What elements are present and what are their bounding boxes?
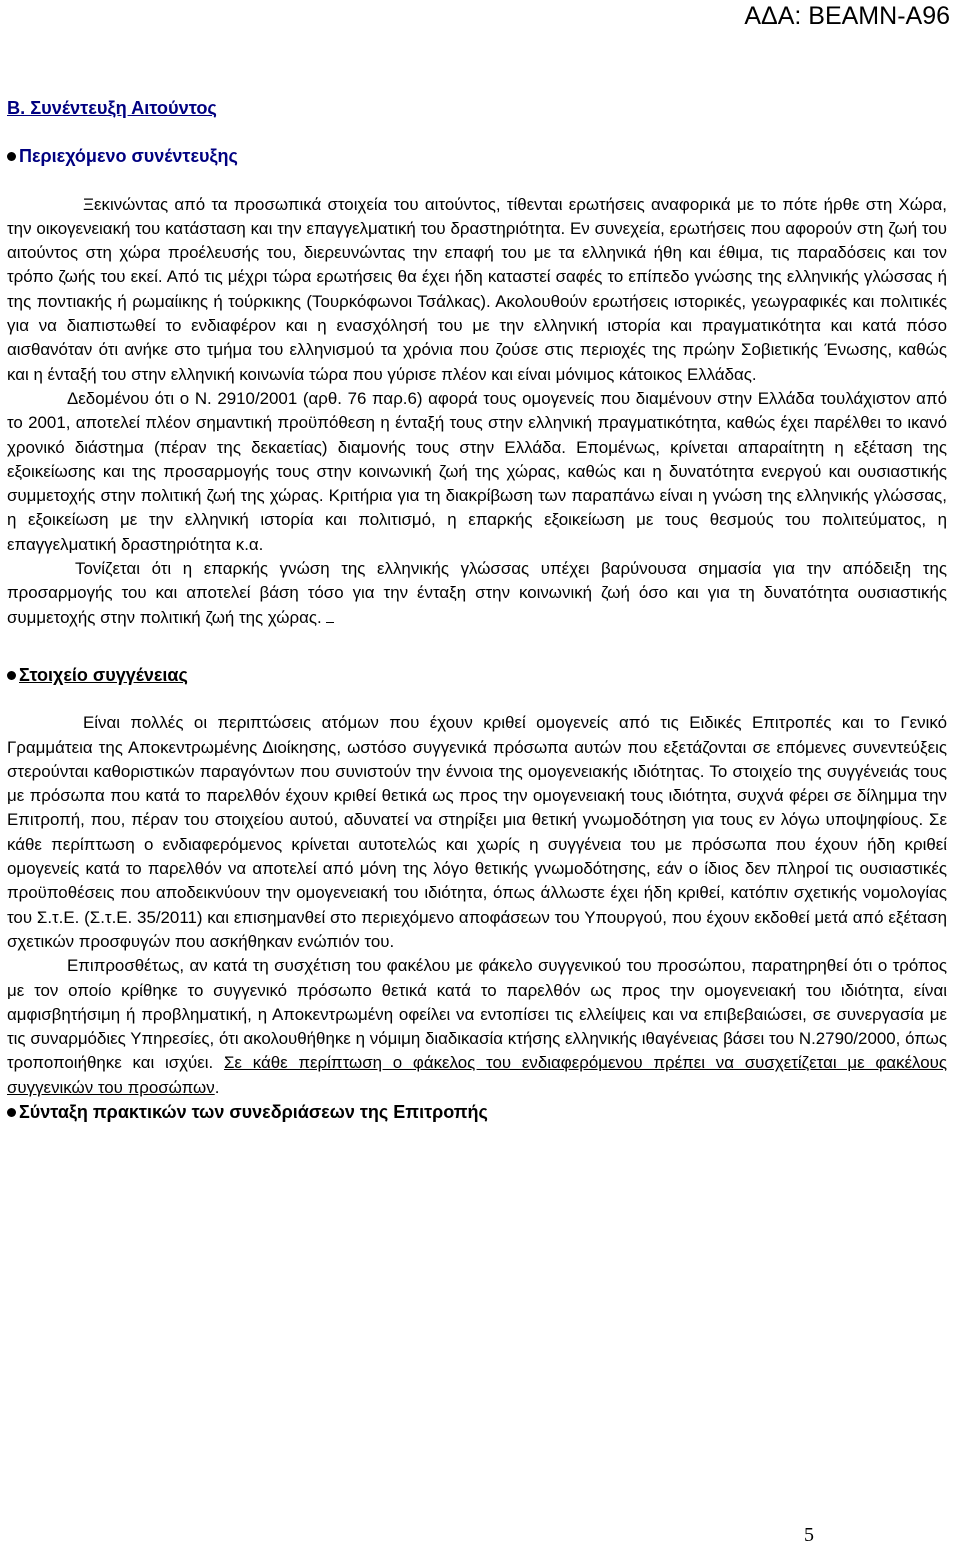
kinship-underlined-sentence: Σε κάθε περίπτωση ο φάκελος του ενδιαφερόμενου πρέπει να συσχετίζεται με φακέλους συγγενικών του προσώπων [7, 1053, 947, 1097]
kinship-paragraph-1: Είναι πολλές οι περιπτώσεις ατόμων που έχουν κριθεί ομογενείς από τις Ειδικές Επιτροπές και το Γενικό Γραμμάτεια της Αποκεντρωμένης Διοίκησης, ωστόσο συγγενικά πρόσωπα αυτών που εξετάζονται σε επόμενες συνεντεύξεις στερούνται καθοριστικών παραγόντων που συνιστούν την έννοια της ομογενειακής ιδιότητας. Το στοιχείο της συγγένειάς τους με πρόσωπα που κατά το παρελθόν έχουν κριθεί θετικά ως προς την ομογενειακή τους ιδιότητα, συχνά φέρει σε δίλημμα την Επιτροπή, που, πέραν του στοιχείου αυτού, αδυνατεί να στηρίξει μια θετική γνωμοδότηση για τους εν λόγω υποψηφίους. Σε κάθε περίπτωση ο ενδιαφερόμενος κρίνεται αυτοτελώς και χωρίς η συγγένεια του με πρόσωπα που έχουν ήδη κριθεί ομογενείς κατά το παρελθόν να αποτελεί από μόνη της λόγο θετικής γνωμοδότησης, εάν ο ίδιος δεν πληροί τις ουσιαστικές προϋποθέσεις που αποδεικνύουν την ομογενειακή του ιδιότητα, όπως άλλωστε έχει ήδη κριθεί, κατόπιν σχετικής νομολογίας του Σ.τ.Ε. (Σ.τ.Ε. 35/2011) και επισημανθεί στο περιεχόμενο αποφάσεων του Υπουργού, που έχουν εκδοθεί μετά από εξέταση σχετικών προσφυγών που ασκήθηκαν ενώπιόν του. [7, 713, 947, 951]
interview-heading: Περιεχόμενο συνέντευξης [7, 144, 947, 168]
page-number: 5 [804, 1524, 814, 1546]
kinship-paragraph-2: Επιπροσθέτως, αν κατά τη συσχέτιση του φακέλου με φάκελο συγγενικού του προσώπου, παρατηρηθεί ότι ο τρόπος με τον οποίο κρίθηκε το συγγενικό πρόσωπο θετικά κατά το παρελθόν ως προς την ομογενειακή του ιδιότητα, είναι αμφισβητήσιμη ή προβληματική, η Αποκεντρωμένη οφείλει να εντοπίσει τις ελλείψεις και να επιβεβαιώσει, σε συνεργασία με τις συναρμόδιες Υπηρεσίες, ότι ακολουθήθηκε η νόμιμη διαδικασία κτήσης ελληνικής ιθαγένειας βάσει του Ν.2790/2000, όπως τροποποιήθηκε και ισχύει. Σε κάθε περίπτωση ο φάκελος του ενδιαφερόμενου πρέπει να συσχετίζεται με φακέλους συγγενικών του προσώπων. [7, 956, 947, 1097]
interview-paragraph-1: Ξεκινώντας από τα προσωπικά στοιχεία του αιτούντος, τίθενται ερωτήσεις αναφορικά με το πότε ήρθε στη Χώρα, την οικογενειακή του κατάσταση και την επαγγελματική του δραστηριότητα. Εν συνεχεία, ερωτήσεις που αφορούν στη ζωή του αιτούντος στη χώρα προέλευσής του, διερευνώντας την επαφή του με τα ελληνικά ήθη και έθιμα, τις παραδόσεις και τον τρόπο ζωής του εκεί. Από τις μέχρι τώρα ερωτήσεις θα έχει ήδη καταστεί σαφές το επίπεδο γνώσης της ελληνικής γλώσσας ή της ποντιακής ή ρωμαίικης ή τούρκικης (Τουρκόφωνοι Τσάλκας). Ακολουθούν ερωτήσεις ιστορικές, γεωγραφικές και πολιτικές για να διαπιστωθεί το ενδιαφέρον και η ενασχόλησή του με την ελληνική ιστορία και πραγματικότητα και κατά πόσο αισθανόταν ότι ανήκε στο τμήμα του ελληνισμού τα χρόνια που ζούσε στις περιοχές της πρώην Σοβιετικής Ένωσης, καθώς και η ένταξή του στην ελληνική κοινωνία τώρα που γύρισε πλέον και είναι μόνιμος κάτοικος Ελλάδας. [7, 194, 947, 384]
section-title: Β. Συνέντευξη Αιτούντος [7, 98, 217, 118]
minutes-heading: Σύνταξη πρακτικών των συνεδριάσεων της Επιτροπής [7, 1100, 947, 1124]
bullet-icon [7, 671, 16, 680]
ada-code: ΑΔΑ: ΒΕΑΜΝ-Α96 [744, 2, 950, 30]
bullet-icon [7, 1108, 16, 1117]
document-body [7, 96, 947, 1124]
bullet-icon [7, 152, 16, 161]
kinship-heading: Στοιχείο συγγένειας [7, 663, 947, 687]
interview-paragraph-2: Δεδομένου ότι ο Ν. 2910/2001 (αρθ. 76 παρ.6) αφορά τους ομογενείς που διαμένουν στην Ελλάδα τουλάχιστον από το 2001, αποτελεί πλέον σημαντική προϋπόθεση η ένταξή τους στην ελληνική πραγματικότητα, καθώς έχει παρέλθει το ικανό χρονικό διάστημα (πέραν της δεκαετίας) διαμονής τους στην Ελλάδα. Επομένως, κρίνεται απαραίτητη η εξέταση της εξοικείωσης και της προσαρμογής τους στην κοινωνική ζωή της χώρας, καθώς και η δυνατότητα ενεργού και ουσιαστικής συμμετοχής στην πολιτική ζωή της χώρας. Κριτήρια για τη διακρίβωση των παραπάνω είναι η γνώση της ελληνικής γλώσσας, η εξοικείωση με την ελληνική ιστορία και πολιτισμό, η επαρκής εξοικείωση με τους θεσμούς του πολιτεύματος, η επαγγελματική δραστηριότητα κ.α. [7, 388, 947, 554]
interview-paragraph-3: Τονίζεται ότι η επαρκής γνώση της ελληνικής γλώσσας υπέχει βαρύνουσα σημασία για την απόδειξη της προσαρμογής του και αποτελεί βάση τόσο για την ένταξη στην κοινωνική ζωή όσο και για τη δυνατότητα ουσιαστικής συμμετοχής στην πολιτική ζωή της χώρας. [7, 559, 947, 627]
